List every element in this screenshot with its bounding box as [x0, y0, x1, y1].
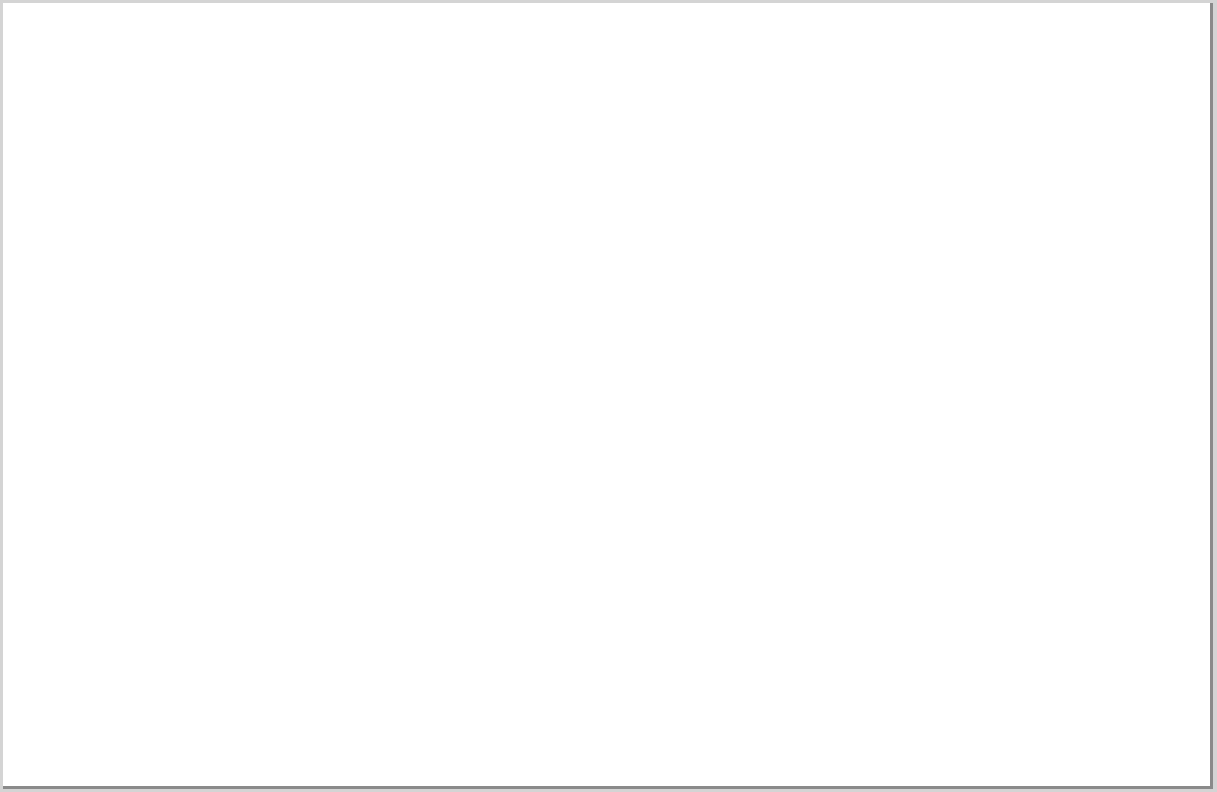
- toc-column-right: [670, 148, 1155, 157]
- toc-page: [3, 3, 1213, 789]
- toc-column-left: [65, 148, 550, 154]
